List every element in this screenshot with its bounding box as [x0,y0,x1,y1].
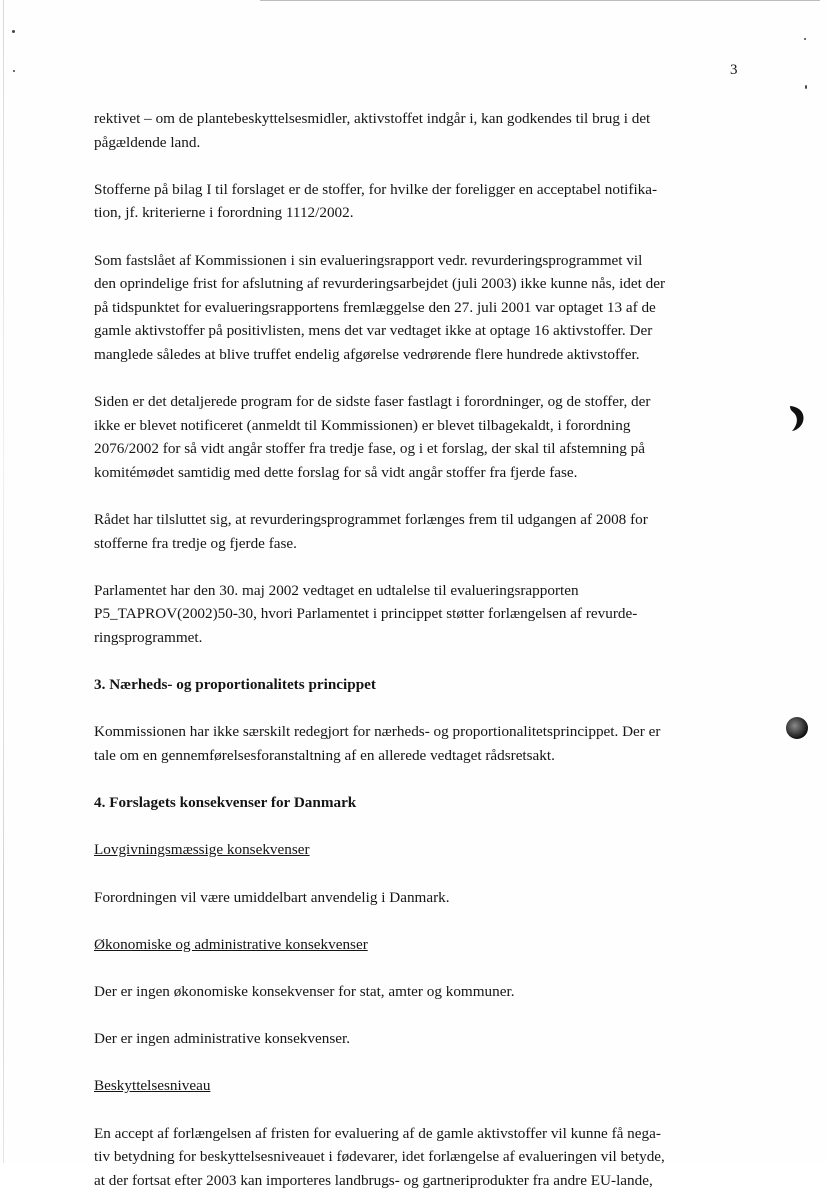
text-line: Som fastslået af Kommissionen i sin evalueringsrapport vedr. revurderingsprogrammet vil [94,251,643,269]
subsection-protection-text [94,1122,734,1192]
paragraph-1 [94,107,734,154]
text-line: pågældende land. [94,133,201,151]
text-line: Stofferne på bilag I til forslaget er de stoffer, for hvilke der foreligger en acceptabel notifika- [94,180,658,198]
text-line: Parlamentet har den 30. maj 2002 vedtaget en udtalelse til evalueringsrapporten [94,581,579,599]
scan-speck [805,85,807,89]
punch-hole-artifact [788,404,806,432]
subsection-legislative-heading: Lovgivningsmæssige konsekvenser [94,841,310,859]
scan-top-edge [260,0,820,1]
text-line: tale om en gennemførelsesforanstaltning af en allerede vedtaget rådsretsakt. [94,747,555,765]
text-line: at der fortsat efter 2003 kan importeres landbrugs- og gartneriprodukter fra andre EU-lande, [94,1171,653,1189]
text-line: komitémødet samtidig med dette forslag for så vidt angår stoffer fra fjerde fase. [94,463,578,481]
subsection-protection-heading: Beskyttelsesniveau [94,1077,211,1095]
scan-left-edge [3,0,4,1163]
section-3-paragraph [94,720,734,767]
document-body [94,107,734,1192]
punch-hole-artifact [786,717,808,739]
text-line: tiv betydning for beskyttelsesniveauet i fødevarer, idet forlængelse af evalueringen vil betyde, [94,1148,665,1166]
scan-speck [13,70,15,72]
text-line: ringsprogrammet. [94,629,203,647]
subsection-administrative-text: Der er ingen administrative konsekvenser. [94,1030,350,1048]
scan-speck [12,30,15,33]
text-line: den oprindelige frist for afslutning af revurderingsarbejdet (juli 2003) ikke kunne nås, idet der [94,275,666,293]
subsection-economic-heading: Økonomiske og administrative konsekvenser [94,935,368,953]
paragraph-5 [94,508,734,555]
paragraph-4 [94,390,734,484]
text-line: Kommissionen har ikke særskilt redegjort for nærheds- og proportionalitetsprincippet. Der er [94,723,661,741]
text-line: P5_TAPROV(2002)50-30, hvori Parlamentet i princippet støtter forlængelsen af revurde- [94,605,638,623]
text-line: En accept af forlængelsen af fristen for evaluering af de gamle aktivstoffer vil kunne få nega- [94,1124,661,1142]
text-line: ikke er blevet notificeret (anmeldt til Kommissionen) er blevet tilbagekaldt, i forordning [94,416,631,434]
paragraph-3 [94,249,734,367]
scan-speck [804,38,806,40]
section-4 [94,791,734,1192]
text-line: Siden er det detaljerede program for de sidste faser fastlagt i forordninger, og de stoffer, der [94,393,651,411]
text-line: rektivet – om de plantebeskyttelsesmidler, aktivstoffet indgår i, kan godkendes til brug i det [94,110,651,127]
section-4-heading: 4. Forslagets konsekvenser for Danmark [94,794,357,812]
subsection-economic-text: Der er ingen økonomiske konsekvenser for stat, amter og kommuner. [94,982,515,1000]
text-line: gamle aktivstoffer på positivlisten, mens det var vedtaget ikke at optage 16 aktivstoffer. Der [94,322,653,340]
text-line: tion, jf. kriterierne i forordning 1112/2002. [94,204,354,222]
subsection-legislative-text: Forordningen vil være umiddelbart anvendelig i Danmark. [94,888,450,906]
page-number: 3 [730,62,738,78]
text-line: manglede således at blive truffet endelig afgørelse vedrørende flere hundrede aktivstoffer. [94,345,640,363]
text-line: Rådet har tilsluttet sig, at revurderingsprogrammet forlænges frem til udgangen af 2008 for [94,511,648,529]
paragraph-2 [94,178,734,225]
text-line: stofferne fra tredje og fjerde fase. [94,534,297,552]
text-line: på tidspunktet for evalueringsrapportens fremlæggelse den 27. juli 2001 var optaget 13 af de [94,298,656,316]
section-3-heading: 3. Nærheds- og proportionalitets princippet [94,676,376,694]
section-3 [94,673,734,767]
paragraph-6 [94,579,734,650]
text-line: 2076/2002 for så vidt angår stoffer fra tredje fase, og i et forslag, der skal til afstemning på [94,440,645,458]
